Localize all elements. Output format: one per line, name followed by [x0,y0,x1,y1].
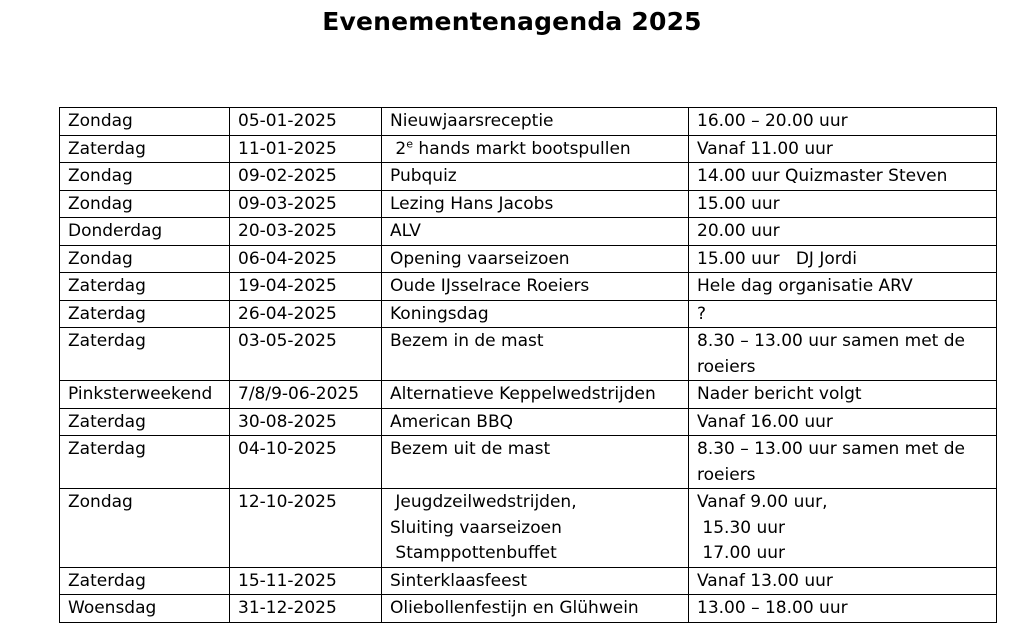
event-line: Bezem uit de mast [390,439,551,459]
date-cell: 09-02-2025 [230,163,382,191]
time-cell [689,273,997,301]
time-cell [689,408,997,436]
date-cell: 20-03-2025 [230,218,382,246]
event-cell [382,190,689,218]
day-cell: Zondag [60,163,230,191]
day-cell: Zondag [60,245,230,273]
time-line: 20.00 uur [697,221,780,241]
event-line: Opening vaarseizoen [390,248,570,269]
date-cell: 09-03-2025 [230,190,382,218]
time-cell [689,381,997,409]
event-line [390,137,684,163]
event-cell [382,300,689,328]
day-cell: Zondag [60,190,230,218]
event-cell [382,135,689,163]
event-line: Alternatieve Keppelwedstrijden [390,384,656,404]
time-line: 16.00 – 20.00 uur [697,111,848,131]
time-cell [689,163,997,191]
table-row [60,489,997,568]
time-cell [689,300,997,328]
event-cell [382,163,689,191]
event-cell [382,567,689,595]
event-cell [382,595,689,623]
event-line: Oliebollenfestijn en Glühwein [390,598,639,618]
event-line: Pubquiz [390,166,457,186]
event-line: Stamppottenbuffet [390,543,557,563]
day-cell: Zaterdag [60,408,230,436]
date-cell: 31-12-2025 [230,595,382,623]
day-cell: Zaterdag [60,567,230,595]
day-cell: Woensdag [60,595,230,623]
table-row [60,300,997,328]
ordinal-superscript: e [406,136,414,150]
time-line: roeiers [697,356,756,377]
time-cell [689,328,997,381]
time-line: 13.00 – 18.00 uur [697,598,848,618]
table-row [60,218,997,246]
time-line: 17.00 uur [697,543,786,563]
time-line: Hele dag organisatie ARV [697,276,913,296]
event-line: Koningsdag [390,303,489,324]
time-line: 14.00 uur Quizmaster Steven [697,166,948,186]
table-row [60,135,997,163]
day-cell: Zaterdag [60,436,230,489]
event-cell [382,108,689,136]
time-line: 15.30 uur [697,517,786,538]
event-cell [382,245,689,273]
time-line: Nader bericht volgt [697,384,862,404]
date-cell: 06-04-2025 [230,245,382,273]
day-cell: Donderdag [60,218,230,246]
event-line: American BBQ [390,411,514,432]
event-line: Jeugdzeilwedstrijden, [390,492,577,512]
table-row [60,273,997,301]
table-row [60,328,997,381]
event-text: 2 [390,138,407,159]
time-cell [689,245,997,273]
time-line: 15.00 uur [697,193,780,214]
table-row [60,567,997,595]
date-cell: 12-10-2025 [230,489,382,568]
day-cell: Zaterdag [60,135,230,163]
table-row [60,190,997,218]
time-line: Vanaf 11.00 uur [697,138,833,159]
day-cell: Pinksterweekend [60,381,230,409]
table-row [60,245,997,273]
time-cell [689,436,997,489]
day-cell: Zondag [60,489,230,568]
time-cell [689,135,997,163]
event-text: hands markt bootspullen [413,138,631,159]
time-line: 8.30 – 13.00 uur samen met de [697,331,965,351]
time-line: Vanaf 16.00 uur [697,411,833,432]
time-line: 15.00 uur DJ Jordi [697,248,857,269]
event-line: Lezing Hans Jacobs [390,193,554,214]
table-row [60,595,997,623]
table-row [60,408,997,436]
date-cell: 15-11-2025 [230,567,382,595]
events-table [59,107,997,623]
event-cell [382,328,689,381]
date-cell: 05-01-2025 [230,108,382,136]
time-line: roeiers [697,464,756,485]
event-cell [382,273,689,301]
event-cell [382,436,689,489]
date-cell: 7/8/9-06-2025 [230,381,382,409]
time-cell [689,595,997,623]
time-cell [689,567,997,595]
date-cell: 30-08-2025 [230,408,382,436]
event-line: Sinterklaasfeest [390,570,528,591]
time-cell [689,489,997,568]
event-cell [382,489,689,568]
events-table-body [60,108,997,623]
event-line: Sluiting vaarseizoen [390,517,562,538]
event-line: ALV [390,221,421,241]
date-cell: 04-10-2025 [230,436,382,489]
time-line: Vanaf 13.00 uur [697,570,833,591]
day-cell: Zondag [60,108,230,136]
date-cell: 19-04-2025 [230,273,382,301]
time-cell [689,190,997,218]
table-row [60,436,997,489]
table-row [60,108,997,136]
time-line: ? [697,303,707,324]
time-cell [689,108,997,136]
event-line: Oude IJsselrace Roeiers [390,276,590,296]
time-line: Vanaf 9.00 uur, [697,492,828,512]
event-line: Bezem in de mast [390,331,544,351]
day-cell: Zaterdag [60,273,230,301]
time-cell [689,218,997,246]
time-line: 8.30 – 13.00 uur samen met de [697,439,965,459]
table-row [60,381,997,409]
event-cell [382,381,689,409]
page-title: Evenementenagenda 2025 [322,7,702,36]
date-cell: 26-04-2025 [230,300,382,328]
event-cell [382,218,689,246]
event-cell [382,408,689,436]
date-cell: 11-01-2025 [230,135,382,163]
day-cell: Zaterdag [60,300,230,328]
date-cell: 03-05-2025 [230,328,382,381]
day-cell: Zaterdag [60,328,230,381]
table-row [60,163,997,191]
event-line: Nieuwjaarsreceptie [390,111,554,131]
